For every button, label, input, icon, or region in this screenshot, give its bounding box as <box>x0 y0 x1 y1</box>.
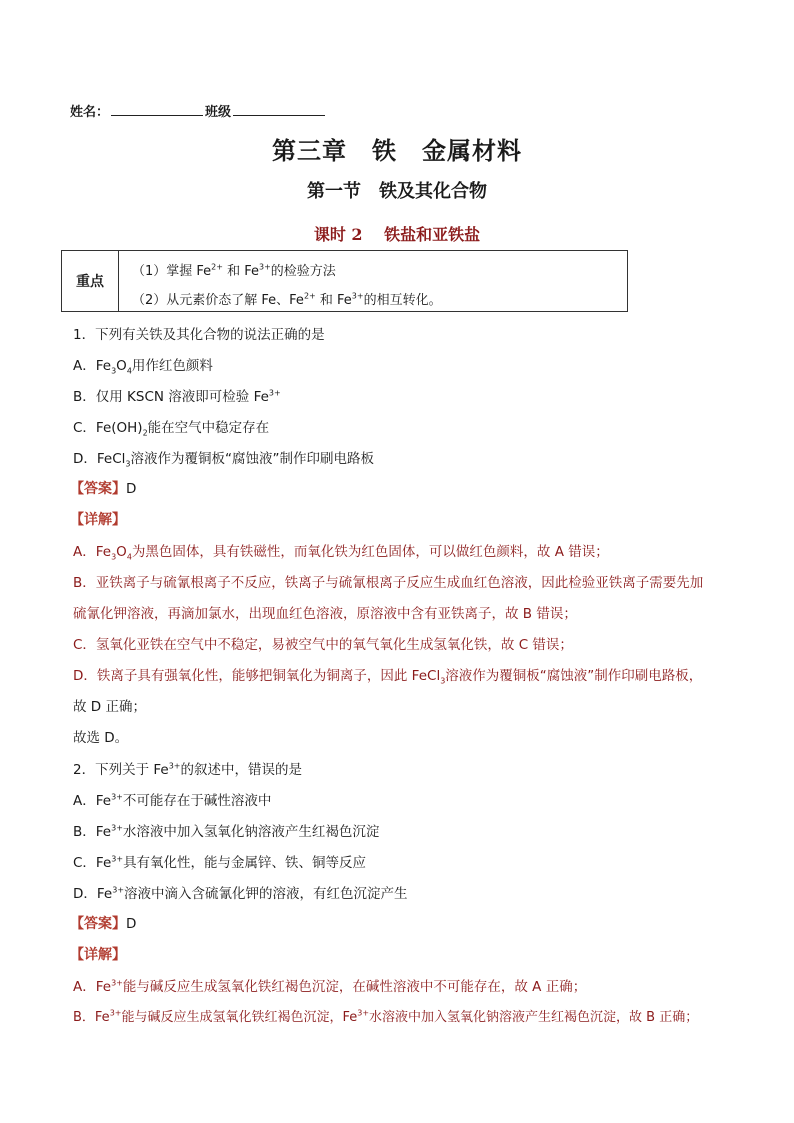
q2-option-d: D．$Fe^{3+}$溶液中滴入含硫氰化钾的溶液，有红色沉淀产生 <box>73 885 408 902</box>
name-blank[interactable] <box>111 102 203 116</box>
class-label: 班级 <box>205 105 232 120</box>
q2-option-a: A．$Fe^{3+}$不可能存在于碱性溶液中 <box>73 792 272 809</box>
q2-option-c: C．$Fe^{3+}$具有氧化性，能与金属锌、铁、铜等反应 <box>73 854 367 871</box>
q1-option-a: A．$Fe_3O_4$用作红色颜料 <box>73 358 213 376</box>
q1-explain-b-line2: 硫氰化钾溶液，再滴加氯水，出现血红色溶液，原溶液中含有亚铁离子，故 B 错误； <box>73 606 577 622</box>
student-info-line <box>70 101 327 120</box>
section-title: 第一节 铁及其化合物 <box>307 181 487 202</box>
q1-explain-b-line1: B．亚铁离子与硫氰根离子不反应，铁离子与硫氰根离子反应生成血红色溶液，因此检验亚铁离子需要先加 <box>73 575 704 591</box>
q2-explain-b: B．$Fe^{3+}$能与碱反应生成氢氧化铁红褐色沉淀，$Fe^{3+}$水溶液中加入氢氧化钠溶液产生红褐色沉淀，故 B 正确； <box>73 1008 699 1025</box>
name-label: 姓名： <box>70 105 110 120</box>
class-blank[interactable] <box>233 102 325 116</box>
q1-option-c: C．$Fe(OH)_2$能在空气中稳定存在 <box>73 420 270 438</box>
q2-option-b: B．$Fe^{3+}$水溶液中加入氢氧化钠溶液产生红褐色沉淀 <box>73 823 380 840</box>
q1-option-b: B．仅用 KSCN 溶液即可检验 $Fe^{3+}$ <box>73 388 281 405</box>
key-point-1: （1）掌握 $Fe^{2+}$ 和 $Fe^{3+}$的检验方法 <box>132 262 336 279</box>
q1-detail-label: 【详解】 <box>70 512 126 528</box>
q1-explain-c: C．氢氧化亚铁在空气中不稳定，易被空气中的氧气氧化生成氢氧化铁，故 C 错误； <box>73 637 573 653</box>
q2-detail-label: 【详解】 <box>70 947 126 963</box>
q1-stem: 1．下列有关铁及其化合物的说法正确的是 <box>73 327 325 343</box>
q1-conclusion: 故选 D。 <box>73 730 129 746</box>
q2-explain-a: A．$Fe^{3+}$能与碱反应生成氢氧化铁红褐色沉淀，在碱性溶液中不可能存在，故 A 正确； <box>73 978 587 995</box>
q1-explain-d-line1: D．铁离子具有强氧化性，能够把铜氧化为铜离子，因此 FeCl$_3$溶液作为覆铜板“腐蚀液”制作印刷电路板， <box>73 668 703 686</box>
q1-answer: 【答案】D <box>70 481 137 497</box>
q2-answer: 【答案】D <box>70 916 137 932</box>
chapter-title: 第三章 铁 金属材料 <box>272 137 522 165</box>
key-points-label: 重点 <box>62 251 119 311</box>
key-point-2: （2）从元素价态了解 Fe、$Fe^{2+}$ 和 $Fe^{3+}$的相互转化。 <box>132 291 442 308</box>
q1-option-d: D．FeCl$_3$溶液作为覆铜板“腐蚀液”制作印刷电路板 <box>73 451 374 469</box>
q1-explain-a: A．$Fe_3O_4$为黑色固体，具有铁磁性，而氧化铁为红色固体，可以做红色颜料，故 A 错误； <box>73 544 609 562</box>
q2-stem: 2．下列关于 $Fe^{3+}$的叙述中，错误的是 <box>73 761 303 778</box>
key-points-box <box>61 250 628 312</box>
q1-explain-d-line2: 故 D 正确； <box>73 699 146 715</box>
lesson-title: 课时 2 铁盐和亚铁盐 <box>313 225 481 244</box>
